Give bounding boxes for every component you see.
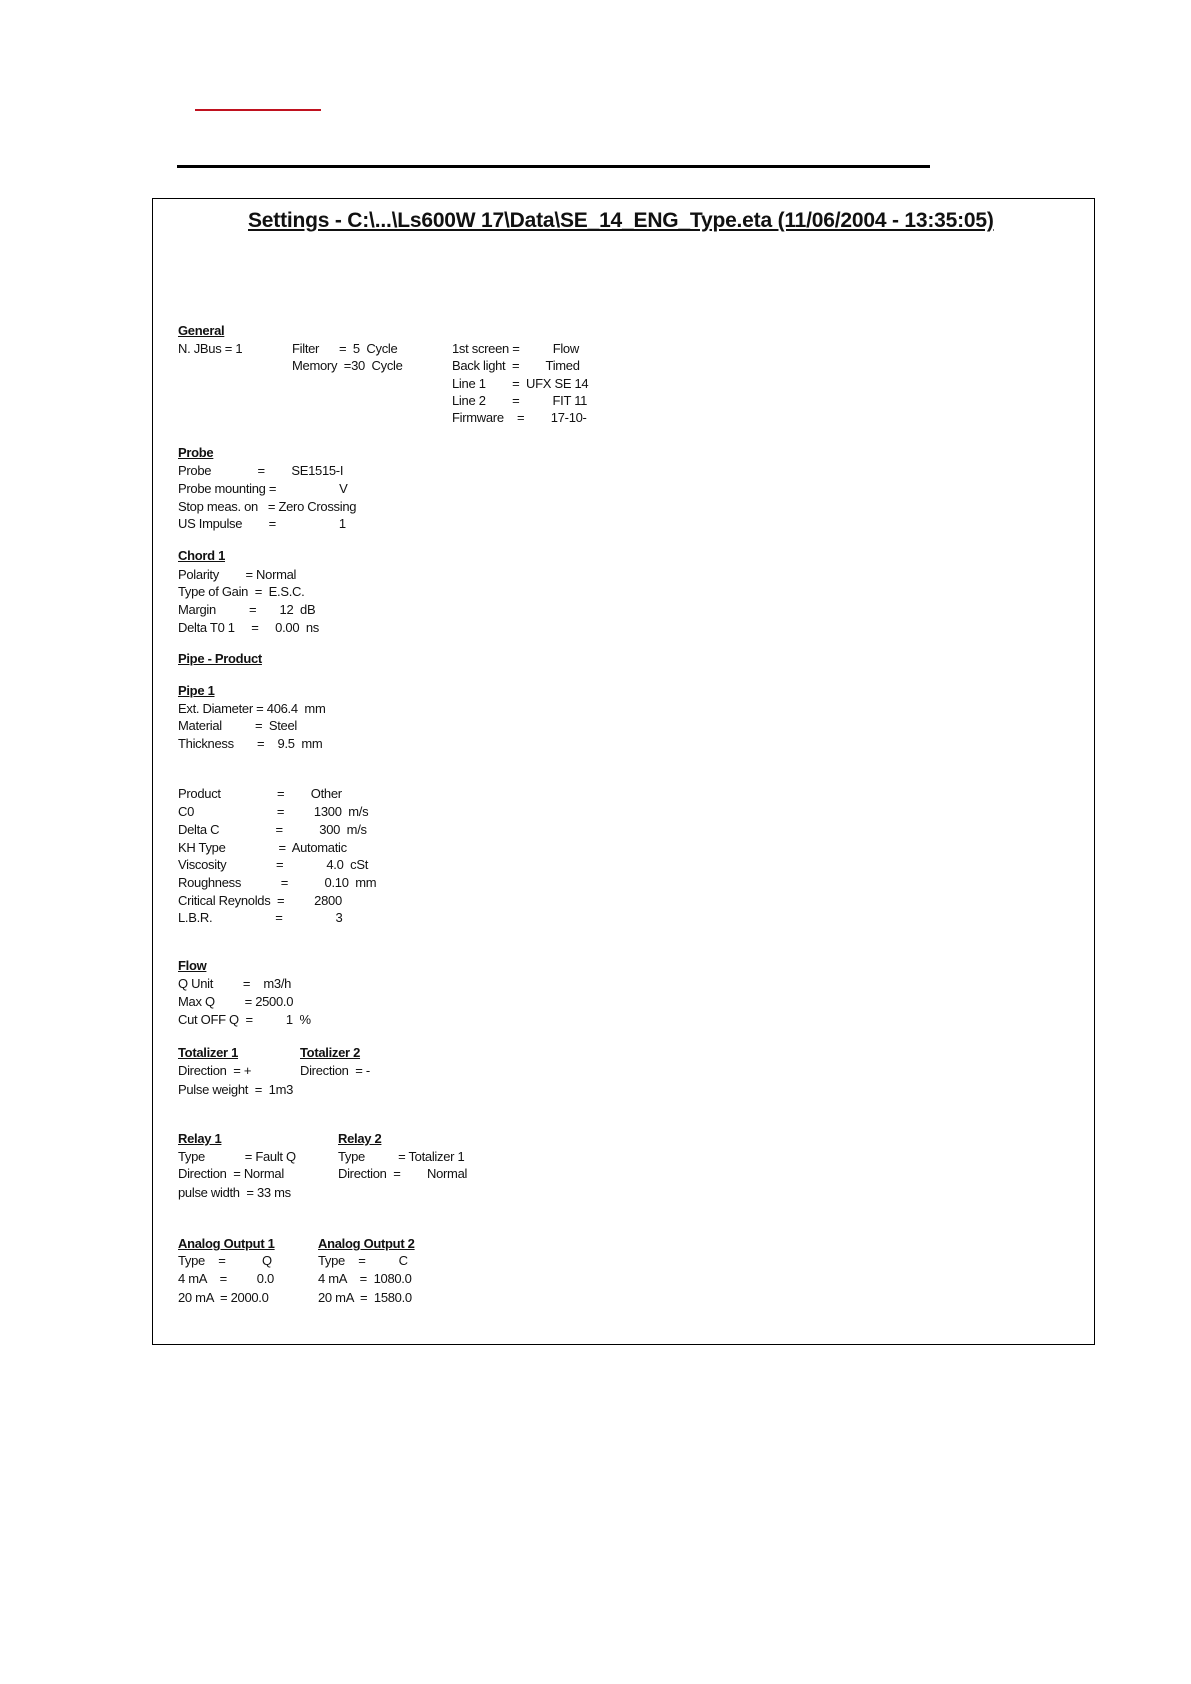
product-line: L.B.R. = 3 [178, 910, 343, 925]
pipe-product-heading: Pipe - Product [178, 651, 262, 666]
general-firmware: Firmware = 17-10- [452, 410, 587, 425]
analog1-line: Type = Q [178, 1253, 272, 1268]
flow-line: Q Unit = m3/h [178, 976, 292, 991]
settings-title: Settings - C:\...\Ls600W 17\Data\SE_14_ENG_Type.eta (11/06/2004 - 13:35:05) [248, 209, 994, 232]
header-rule [177, 165, 930, 168]
relay1-line: pulse width = 33 ms [178, 1185, 291, 1200]
flow-line: Cut OFF Q = 1 % [178, 1012, 311, 1027]
totalizer1-direction: Direction = + [178, 1063, 252, 1078]
general-memory: Memory =30 Cycle [292, 358, 403, 373]
analog2-line: 4 mA = 1080.0 [318, 1271, 412, 1286]
red-accent-line [195, 109, 321, 111]
relay1-heading: Relay 1 [178, 1131, 222, 1146]
totalizer-pulse-weight: Pulse weight = 1m3 [178, 1082, 294, 1097]
general-heading: General [178, 323, 225, 338]
probe-line: US Impulse = 1 [178, 516, 346, 531]
product-line: Delta C = 300 m/s [178, 822, 367, 837]
product-line: Roughness = 0.10 mm [178, 875, 377, 890]
relay2-line: Type = Totalizer 1 [338, 1149, 465, 1164]
general-line2: Line 2 = FIT 11 [452, 393, 588, 408]
general-back-light: Back light = Timed [452, 358, 580, 373]
chord-line: Margin = 12 dB [178, 602, 316, 617]
totalizer2-direction: Direction = - [300, 1063, 370, 1078]
relay2-line: Direction = Normal [338, 1166, 468, 1181]
probe-line: Stop meas. on = Zero Crossing [178, 499, 357, 514]
totalizer1-heading: Totalizer 1 [178, 1045, 239, 1060]
pipe-line: Ext. Diameter = 406.4 mm [178, 701, 326, 716]
analog2-heading: Analog Output 2 [318, 1236, 415, 1251]
general-first-screen: 1st screen = Flow [452, 341, 579, 356]
relay1-line: Type = Fault Q [178, 1149, 296, 1164]
relay2-heading: Relay 2 [338, 1131, 382, 1146]
analog2-line: 20 mA = 1580.0 [318, 1290, 412, 1305]
product-line: Critical Reynolds = 2800 [178, 893, 342, 908]
probe-line: Probe mounting = V [178, 481, 348, 496]
analog2-line: Type = C [318, 1253, 408, 1268]
product-line: Product = Other [178, 786, 342, 801]
analog1-heading: Analog Output 1 [178, 1236, 275, 1251]
probe-line: Probe = SE1515-I [178, 463, 344, 478]
pipe-line: Material = Steel [178, 718, 298, 733]
totalizer2-heading: Totalizer 2 [300, 1045, 361, 1060]
pipe-heading: Pipe 1 [178, 683, 215, 698]
general-line1: Line 1 = UFX SE 14 [452, 376, 589, 391]
product-line: C0 = 1300 m/s [178, 804, 369, 819]
pipe-line: Thickness = 9.5 mm [178, 736, 323, 751]
product-line: KH Type = Automatic [178, 840, 347, 855]
chord-line: Type of Gain = E.S.C. [178, 584, 305, 599]
product-line: Viscosity = 4.0 cSt [178, 857, 369, 872]
analog1-line: 20 mA = 2000.0 [178, 1290, 269, 1305]
probe-heading: Probe [178, 445, 214, 460]
flow-line: Max Q = 2500.0 [178, 994, 294, 1009]
analog1-line: 4 mA = 0.0 [178, 1271, 274, 1286]
relay1-line: Direction = Normal [178, 1166, 284, 1181]
general-jbus: N. JBus = 1 [178, 341, 243, 356]
general-filter: Filter = 5 Cycle [292, 341, 398, 356]
chord-heading: Chord 1 [178, 548, 226, 563]
chord-line: Polarity = Normal [178, 567, 297, 582]
chord-line: Delta T0 1 = 0.00 ns [178, 620, 320, 635]
flow-heading: Flow [178, 958, 207, 973]
